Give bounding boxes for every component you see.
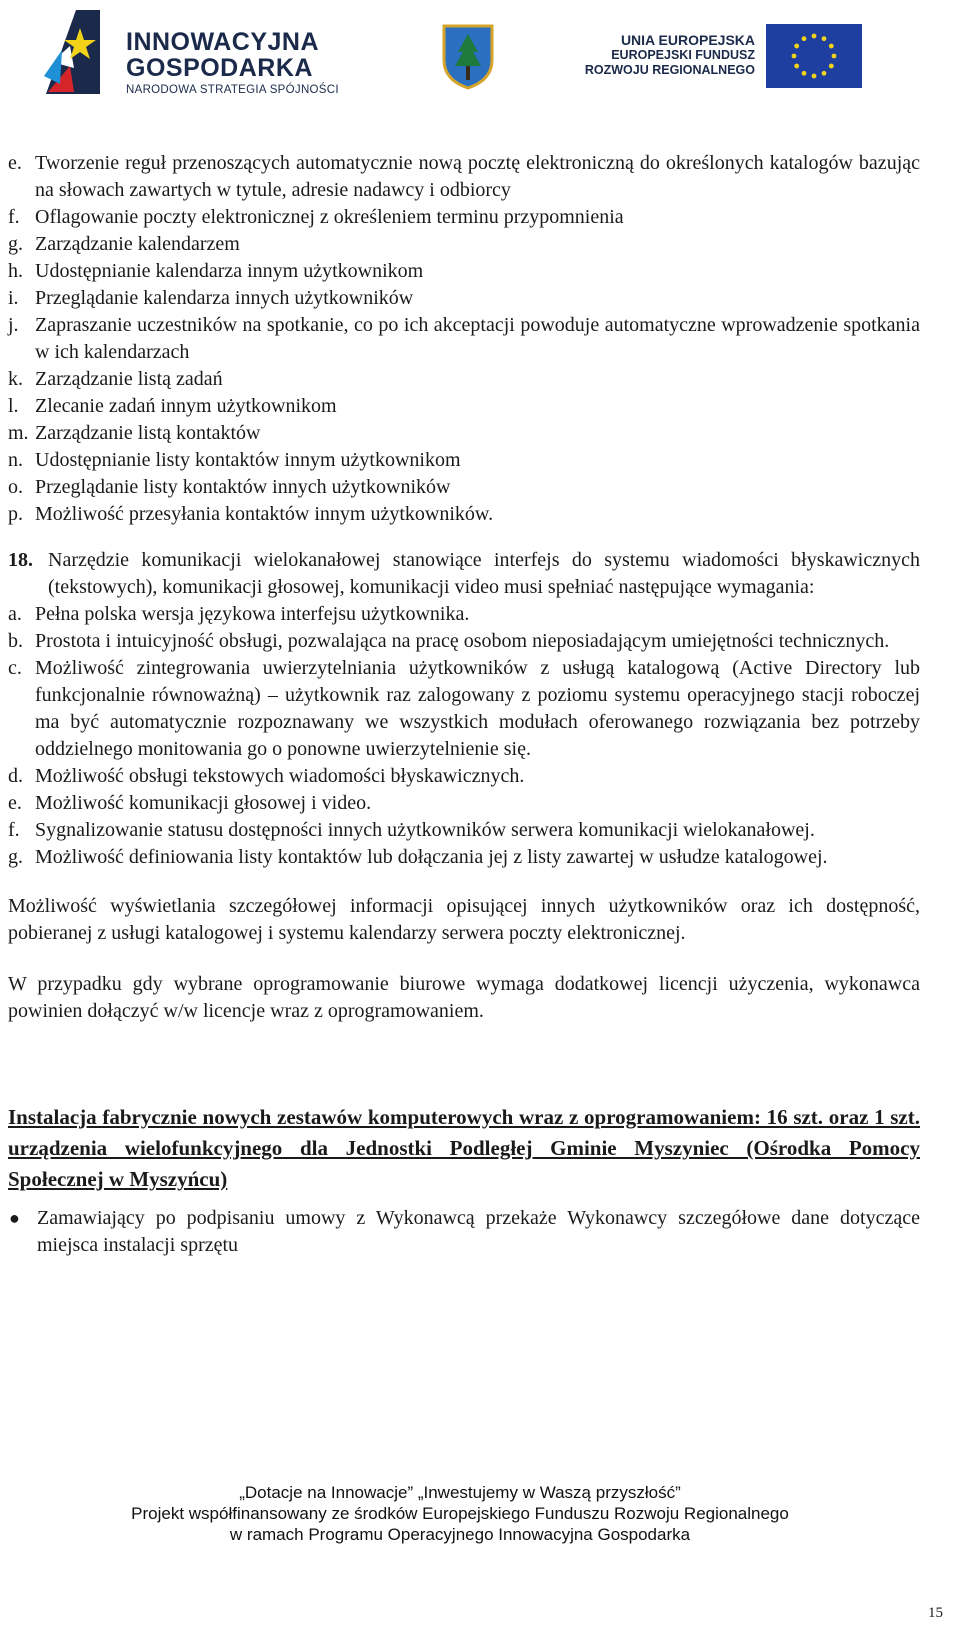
bullet-text: Zamawiający po podpisaniu umowy z Wykonawcą przekaże Wykonawcy szczegółowe dane dotyczące miejsca instalacji sprzętu xyxy=(37,1207,920,1256)
list-item-label: a. xyxy=(8,603,22,625)
footer-line3: w ramach Programu Operacyjnego Innowacyjna Gospodarka xyxy=(229,1525,691,1544)
list-item xyxy=(8,204,920,231)
page-footer xyxy=(0,1482,920,1545)
list-item xyxy=(8,628,920,655)
list-item xyxy=(8,366,920,393)
eu-flag-icon xyxy=(766,24,862,88)
list-item-text: Zarządzanie listą zadań xyxy=(35,368,223,390)
logo-line3: NARODOWA STRATEGIA SPÓJNOŚCI xyxy=(126,84,339,96)
installation-heading: Instalacja fabrycznie nowych zestawów komputerowych wraz z oprogramowaniem: 16 szt. oraz 1 szt. urządzenia wielofunkcyjnego dla Jednostki Podległej Gminie Myszyniec (Ośrodka Pomocy Społecznej w Myszyńcu) xyxy=(8,1105,920,1191)
list-item-label: k. xyxy=(8,368,23,390)
list-item xyxy=(8,312,920,366)
list-item xyxy=(8,447,920,474)
eu-line2: EUROPEJSKI FUNDUSZ xyxy=(611,48,755,62)
list-item-label: d. xyxy=(8,765,23,787)
list-item-text: Przeglądanie kalendarza innych użytkowników xyxy=(35,287,414,309)
list-item xyxy=(8,420,920,447)
list-item xyxy=(8,790,920,817)
list-item xyxy=(8,501,920,528)
page-number: 15 xyxy=(928,1605,943,1621)
list-item-text: Możliwość definiowania listy kontaktów lub dołączania jej z listy zawartej w usłudze katalogowej. xyxy=(35,846,828,868)
list-item-label: h. xyxy=(8,260,23,282)
list-item-label: j. xyxy=(8,314,19,336)
list-item-label: f. xyxy=(8,819,20,841)
list-item-text: Prostota i intuicyjność obsługi, pozwalająca na pracę osobom nieposiadającym umiejętności technicznych. xyxy=(35,630,890,652)
list-item-label: f. xyxy=(8,206,20,228)
list-item-label: c. xyxy=(8,657,22,679)
bullet-icon: ● xyxy=(9,1208,20,1228)
section-number: 18. xyxy=(8,549,33,571)
list-item-label: m. xyxy=(8,422,29,444)
list-item-label: n. xyxy=(8,449,23,471)
list-item-label: b. xyxy=(8,630,23,652)
list-item-text: Udostępnianie kalendarza innym użytkownikom xyxy=(35,260,424,282)
list-item-label: i. xyxy=(8,287,19,309)
list-item-text: Udostępnianie listy kontaktów innym użytkownikom xyxy=(35,449,461,471)
list-item-label: g. xyxy=(8,846,23,868)
list-item xyxy=(8,285,920,312)
footer-line1: „Dotacje na Innowacje” „Inwestujemy w Waszą przyszłość” xyxy=(239,1483,681,1502)
list-item-text: Tworzenie reguł przenoszących automatycznie nową pocztę elektroniczną do określonych katalogów bazując na słowach zawartych w tytule, adresie nadawcy i odbiorcy xyxy=(35,152,920,201)
list-item-text: Możliwość obsługi tekstowych wiadomości błyskawicznych. xyxy=(35,765,525,787)
list-item xyxy=(8,258,920,285)
section-intro-text: Narzędzie komunikacji wielokanałowej stanowiące interfejs do systemu wiadomości błyskawicznych (tekstowych), komunikacji głosowej, komunikacji video musi spełniać następujące wymagania: xyxy=(48,549,920,598)
list-item-label: l. xyxy=(8,395,19,417)
eu-logo-text xyxy=(585,32,755,78)
list-item xyxy=(8,393,920,420)
feature-list xyxy=(8,150,920,528)
document-body xyxy=(8,150,920,1259)
list-item-label: e. xyxy=(8,152,22,174)
bullet-item xyxy=(8,1205,920,1259)
coat-of-arms-icon xyxy=(440,22,496,90)
list-item-label: g. xyxy=(8,233,23,255)
logo-line2: GOSPODARKA xyxy=(126,54,313,82)
section-18-intro xyxy=(8,547,920,601)
requirements-list xyxy=(8,601,920,871)
list-item-text: Zarządzanie listą kontaktów xyxy=(35,422,261,444)
footer-line2: Projekt współfinansowany ze środków Europejskiego Funduszu Rozwoju Regionalnego xyxy=(131,1504,789,1523)
list-item-label: p. xyxy=(8,503,23,525)
list-item-text: Sygnalizowanie statusu dostępności innych użytkowników serwera komunikacji wielokanałowej. xyxy=(35,819,815,841)
list-item xyxy=(8,474,920,501)
list-item-text: Przeglądanie listy kontaktów innych użytkowników xyxy=(35,476,451,498)
innowacyjna-gospodarka-logo xyxy=(40,6,340,102)
page-header xyxy=(0,0,960,110)
list-item-label: e. xyxy=(8,792,22,814)
list-item-label: o. xyxy=(8,476,23,498)
list-item xyxy=(8,150,920,204)
eu-line1: UNIA EUROPEJSKA xyxy=(620,32,755,48)
paragraph-license: W przypadku gdy wybrane oprogramowanie biurowe wymaga dodatkowej licencji użyczenia, wykonawca powinien dołączyć w/w licencje wraz z oprogramowaniem. xyxy=(8,973,920,1022)
list-item-text: Możliwość zintegrowania uwierzytelniania użytkowników z usługą katalogową (Active Directory lub funkcjonalnie równoważną) – użytkownik raz zalogowany z poziomu systemu operacyjnego stacji roboczej ma być automatycznie rozpoznawany we wszystkich modułach oferowanego rozwiązania bez potrzeby oddzielnego monitowania go o ponowne uwierzytelnienie się. xyxy=(35,657,920,760)
list-item-text: Oflagowanie poczty elektronicznej z określeniem terminu przypomnienia xyxy=(35,206,624,228)
logo-line1: INNOWACYJNA xyxy=(126,28,320,56)
list-item-text: Pełna polska wersja językowa interfejsu użytkownika. xyxy=(35,603,470,625)
list-item-text: Możliwość komunikacji głosowej i video. xyxy=(35,792,372,814)
section-18 xyxy=(8,547,920,871)
list-item xyxy=(8,601,920,628)
list-item-text: Zapraszanie uczestników na spotkanie, co po ich akceptacji powoduje automatyczne wprowadzenie spotkania w ich kalendarzach xyxy=(35,314,920,363)
list-item xyxy=(8,231,920,258)
list-item xyxy=(8,844,920,871)
list-item-text: Zlecanie zadań innym użytkownikom xyxy=(35,395,337,417)
list-item-text: Zarządzanie kalendarzem xyxy=(35,233,240,255)
eu-line3: ROZWOJU REGIONALNEGO xyxy=(584,63,755,77)
list-item xyxy=(8,817,920,844)
ig-emblem-icon xyxy=(40,6,120,102)
list-item-text: Możliwość przesyłania kontaktów innym użytkowników. xyxy=(35,503,494,525)
paragraph-availability: Możliwość wyświetlania szczegółowej informacji opisującej innych użytkowników oraz ich dostępność, pobieranej z usługi katalogowej i systemu kalendarzy serwera poczty elektronicznej. xyxy=(8,895,920,944)
list-item xyxy=(8,763,920,790)
list-item xyxy=(8,655,920,763)
